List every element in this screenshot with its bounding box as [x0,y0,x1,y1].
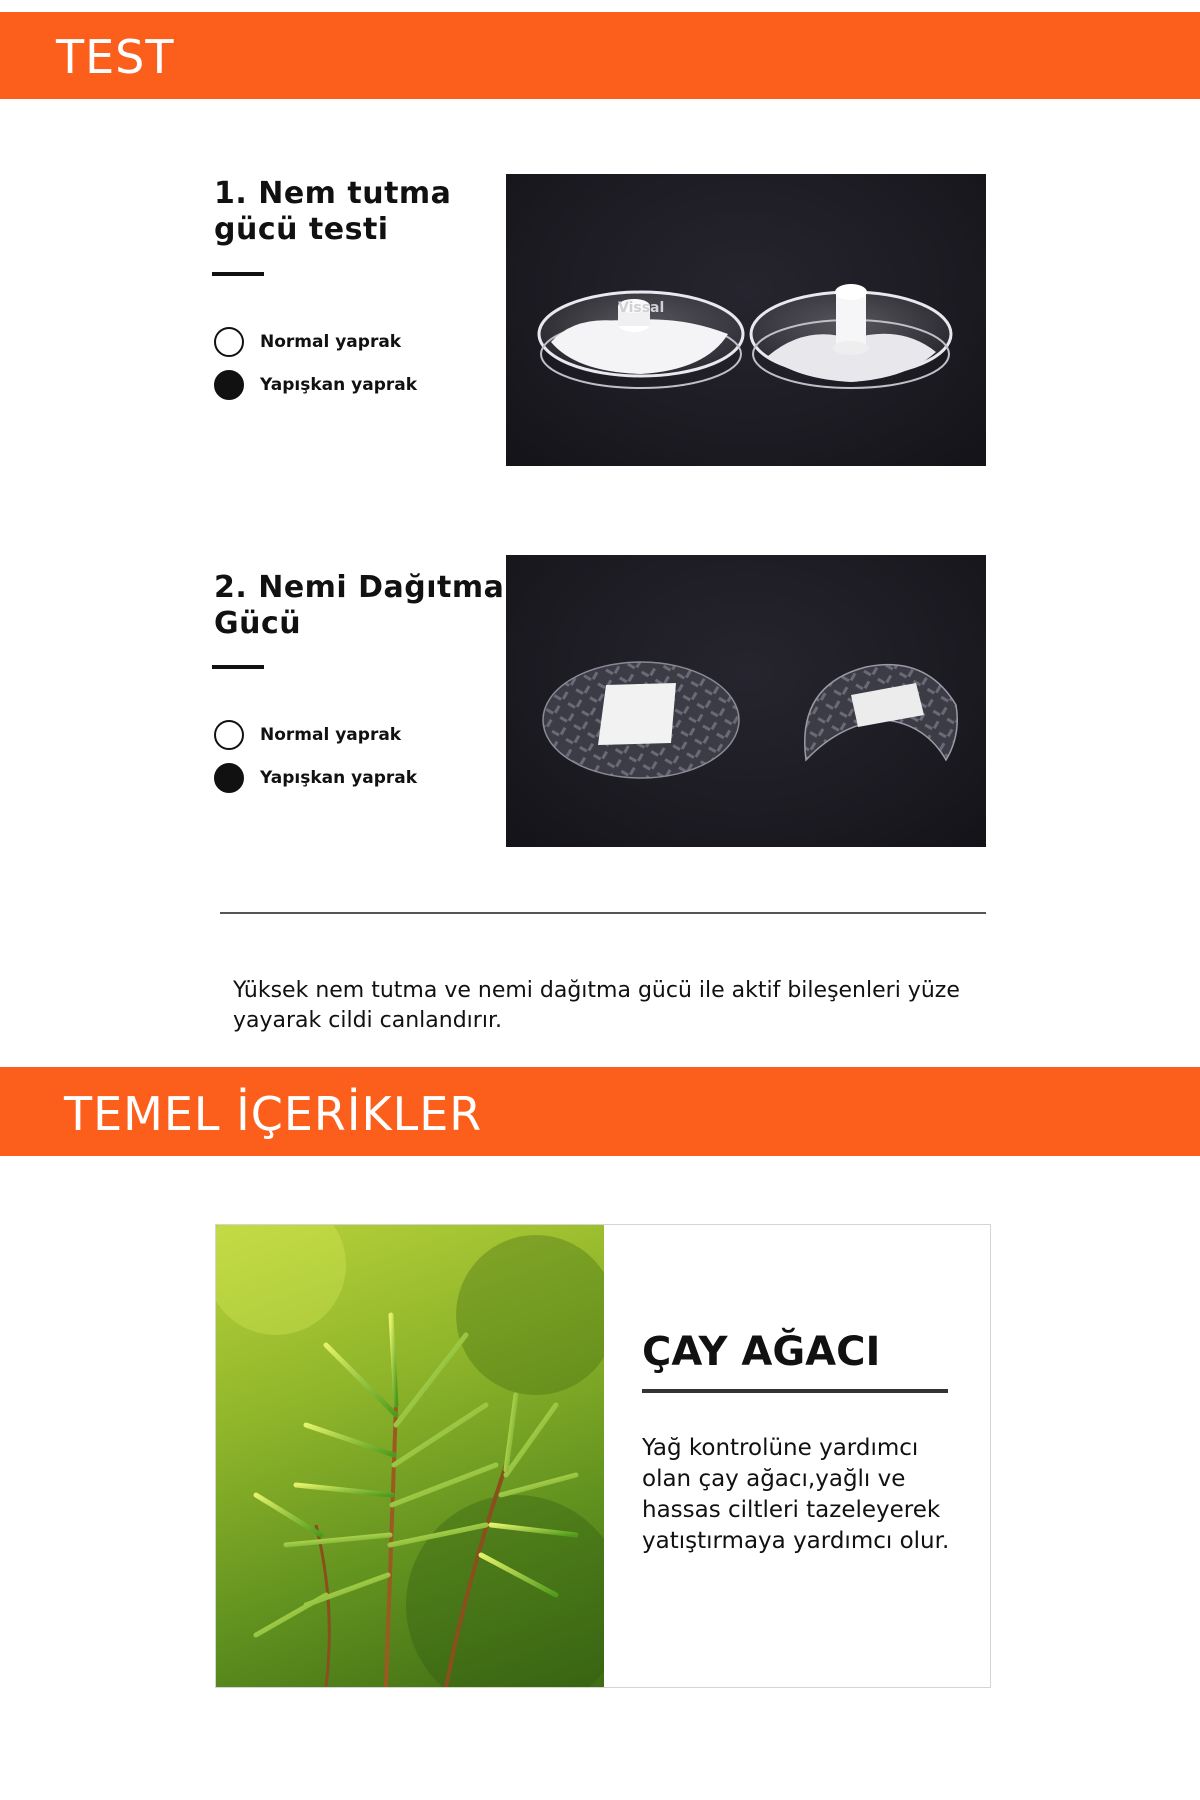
ingredient-card [215,1224,991,1688]
test-summary-text: Yüksek nem tutma ve nemi dağıtma gücü ile aktif bileşenleri yüze yayarak cildi canlandırır. [233,978,960,1033]
ingredient-name-underline [642,1389,948,1393]
tea-tree-photo [216,1225,604,1687]
ingredient-name: ÇAY AĞACI [642,1329,881,1375]
open-circle-icon [214,720,244,750]
ingredient-description: Yağ kontrolüne yardımcı olan çay ağacı,yağlı ve hassas ciltleri tazeleyerek yatıştırmaya yardımcı olur. [642,1435,950,1554]
test-2-legend-normal [214,718,401,752]
filled-circle-icon [214,370,244,400]
dish-brand-text: Vissal [618,300,665,316]
legend-label: Yapışkan yaprak [260,768,418,788]
mask-sheets-illustration [506,555,986,847]
test-2-title-underline [212,665,264,669]
test-1-title: 1. Nem tutma gücü testi [214,176,452,247]
ingredients-section-title: TEMEL İÇERİKLER [64,1087,483,1141]
test-2-title: 2. Nemi Dağıtma Gücü [214,570,505,641]
ingredients-section-banner [0,1067,1200,1156]
mask-sheets-photo [506,555,986,847]
open-circle-icon [214,327,244,357]
legend-label: Normal yaprak [260,725,402,745]
test-section-banner [0,12,1200,99]
test-1-title-underline [212,272,264,276]
filled-circle-icon [214,763,244,793]
legend-label: Normal yaprak [260,332,402,352]
test-1-legend-sticky [214,368,417,402]
test-1-legend-normal [214,325,401,359]
petri-dishes-illustration [506,174,986,466]
test-section-title: TEST [56,30,175,84]
test-2-legend-sticky [214,761,417,795]
tea-tree-illustration [216,1225,604,1687]
section-divider [220,912,986,914]
legend-label: Yapışkan yaprak [260,375,418,395]
petri-dishes-photo [506,174,986,466]
